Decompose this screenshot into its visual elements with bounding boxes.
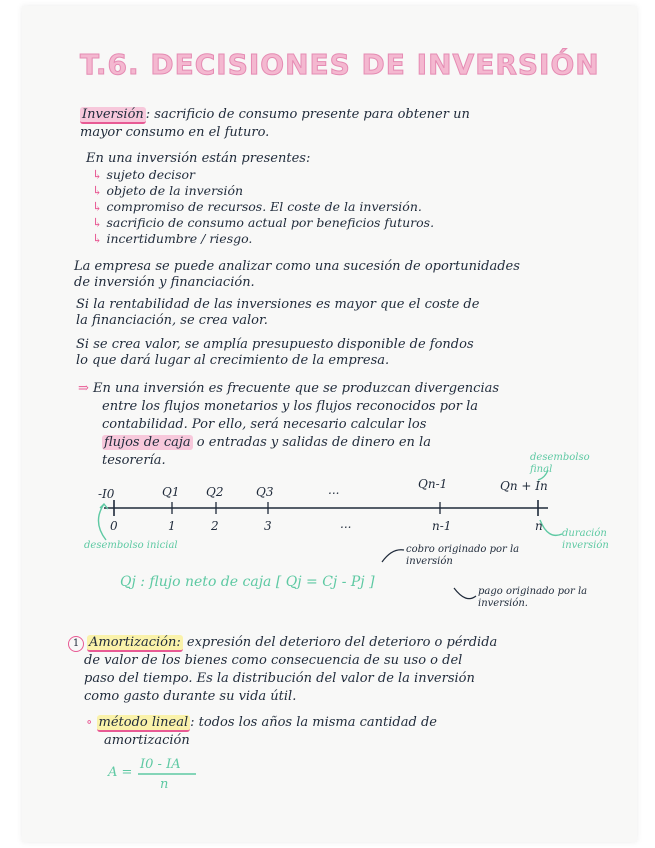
flujos-de-caja-highlight: flujos de caja bbox=[104, 435, 191, 450]
flujo-neto-formula: Qj : flujo neto de caja [ Qj = Cj - Pj ] bbox=[120, 574, 375, 590]
timeline-top-label: Qn + In bbox=[500, 479, 548, 493]
paragraph-3-line-1: Si se crea valor, se amplía presupuesto disponible de fondos bbox=[76, 337, 474, 352]
definition-term: Inversión bbox=[82, 107, 144, 122]
metodo-lineal-line-2: amortización bbox=[104, 733, 190, 748]
timeline-top-label: Q1 bbox=[162, 485, 180, 499]
amortizacion-line-4: como gasto durante su vida útil. bbox=[84, 689, 297, 704]
definition-line-2: mayor consumo en el futuro. bbox=[80, 125, 270, 140]
elements-intro: En una inversión están presentes: bbox=[86, 151, 311, 166]
timeline-top-label: Q2 bbox=[206, 485, 224, 499]
paragraph-4-line-4: flujos de caja o entradas y salidas de dinero en la bbox=[104, 435, 431, 450]
paragraph-4-line-5: tesorería. bbox=[102, 453, 166, 468]
timeline-top-label: ... bbox=[328, 483, 340, 497]
timeline-top-label: Qn-1 bbox=[418, 477, 448, 491]
definition-text-1: : sacrificio de consumo presente para obtener un bbox=[145, 107, 470, 122]
paragraph-3-line-2: lo que dará lugar al crecimiento de la empresa. bbox=[76, 353, 390, 368]
page-title: T.6. DECISIONES DE INVERSIÓN bbox=[80, 48, 600, 81]
timeline-bottom-label: 3 bbox=[264, 519, 272, 533]
note-desembolso-final: desembolso final bbox=[530, 452, 590, 475]
list-item: ↳ sujeto decisor bbox=[92, 167, 196, 182]
list-item: ↳ objeto de la inversión bbox=[92, 183, 244, 198]
timeline-bottom-label: 1 bbox=[168, 519, 176, 533]
arrow-right-icon: ⇒ bbox=[78, 381, 94, 396]
note-desembolso-inicial: desembolso inicial bbox=[84, 540, 178, 551]
bullet-icon: ∘ bbox=[86, 715, 97, 730]
formula-lhs: A = bbox=[108, 765, 133, 780]
timeline-bottom-label: 2 bbox=[211, 519, 219, 533]
amortizacion-term: Amortización: bbox=[89, 635, 181, 650]
arrow-icon: ↳ bbox=[92, 231, 107, 246]
timeline-top-label: Q3 bbox=[256, 485, 274, 499]
note-duracion-inversion: duración inversión bbox=[562, 528, 609, 551]
amortizacion-line-1: 1 Amortización: expresión del deterioro del deterioro o pérdida bbox=[68, 634, 497, 652]
metodo-lineal-term: método lineal bbox=[98, 715, 189, 730]
paragraph-1-line-1: La empresa se puede analizar como una sucesión de oportunidades bbox=[74, 259, 520, 274]
paragraph-2-line-2: la financiación, se crea valor. bbox=[76, 313, 268, 328]
paragraph-4-line-1: ⇒ En una inversión es frecuente que se produzcan divergencias bbox=[78, 381, 500, 396]
section-number: 1 bbox=[68, 636, 84, 652]
arrow-icon: ↳ bbox=[92, 183, 107, 198]
timeline-bottom-label: n-1 bbox=[432, 519, 452, 533]
timeline-bottom-label: ... bbox=[340, 517, 352, 531]
note-cobro: cobro originado por la inversión bbox=[406, 544, 520, 567]
timeline-bottom-label: 0 bbox=[110, 519, 118, 533]
amortizacion-line-3: paso del tiempo. Es la distribución del valor de la inversión bbox=[84, 671, 475, 686]
paragraph-4-line-2: entre los flujos monetarios y los flujos reconocidos por la bbox=[102, 399, 478, 414]
list-item: ↳ compromiso de recursos. El coste de la inversión. bbox=[92, 199, 422, 214]
note-pago: pago originado por la inversión. bbox=[478, 586, 588, 609]
formula-denominator: n bbox=[160, 777, 169, 792]
paragraph-4-line-3: contabilidad. Por ello, será necesario calcular los bbox=[102, 417, 427, 432]
paragraph-1-line-2: de inversión y financiación. bbox=[74, 275, 255, 290]
list-item: ↳ incertidumbre / riesgo. bbox=[92, 231, 253, 246]
arrow-icon: ↳ bbox=[92, 167, 107, 182]
timeline-top-label: -I0 bbox=[98, 487, 115, 501]
arrow-icon: ↳ bbox=[92, 215, 107, 230]
paragraph-2-line-1: Si la rentabilidad de las inversiones es mayor que el coste de bbox=[76, 297, 480, 312]
metodo-lineal-line-1: ∘ método lineal : todos los años la misma cantidad de bbox=[86, 715, 437, 730]
amortizacion-line-2: de valor de los bienes como consecuencia de su uso o del bbox=[84, 653, 463, 668]
timeline-bottom-label: n bbox=[535, 519, 543, 533]
list-item: ↳ sacrificio de consumo actual por beneficios futuros. bbox=[92, 215, 435, 230]
arrow-icon: ↳ bbox=[92, 199, 107, 214]
formula-numerator: I0 - IA bbox=[140, 757, 181, 772]
